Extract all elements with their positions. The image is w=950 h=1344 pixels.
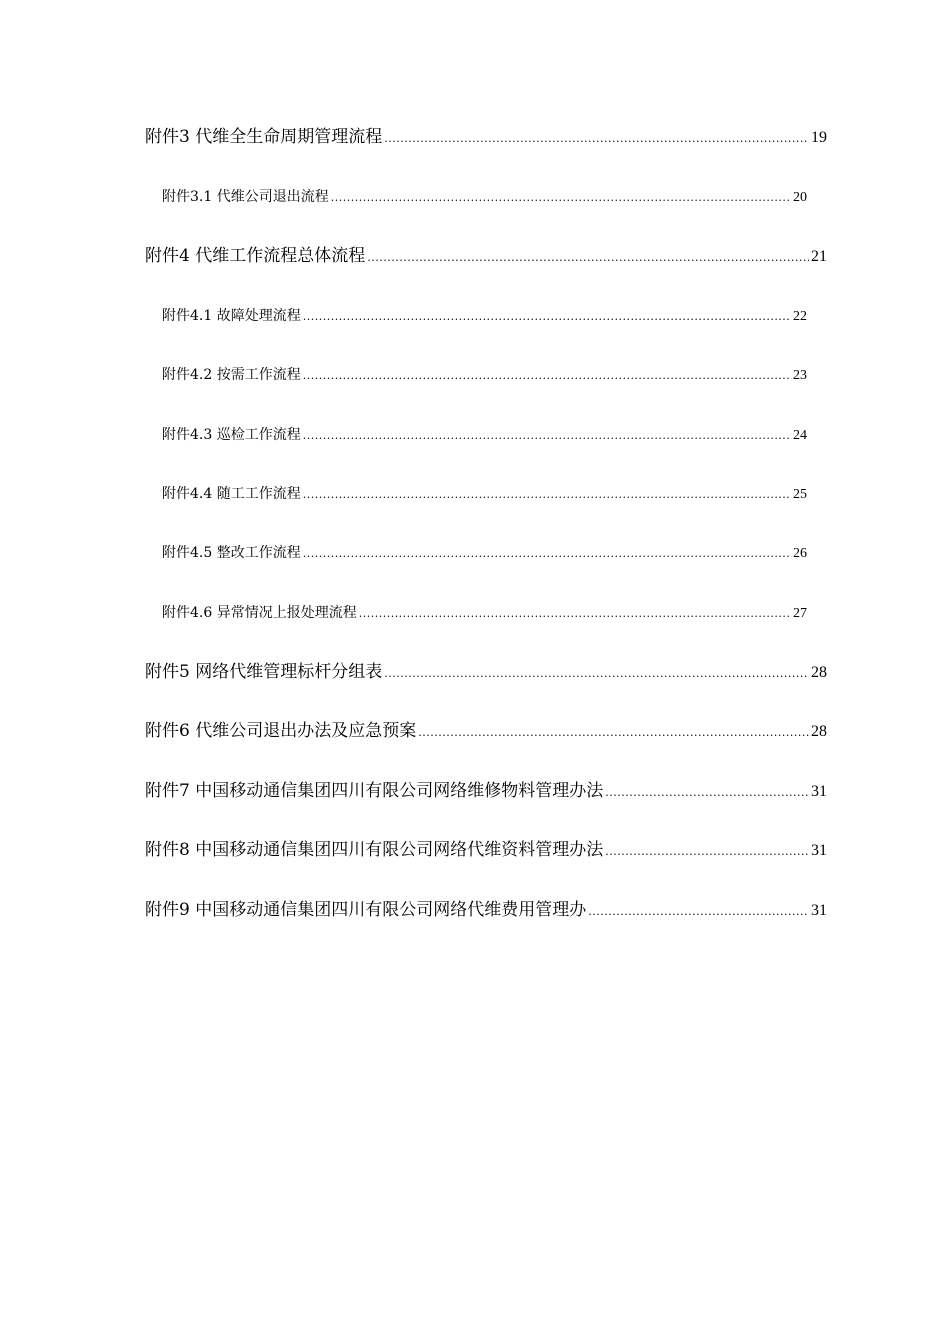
toc-entry-label: 附件7 中国移动通信集团四川有限公司网络维修物料管理办法 [145,781,604,801]
toc-entry-label: 附件4 代维工作流程总体流程 [145,246,366,266]
toc-leader-dots [588,905,809,918]
toc-entry-label: 附件8 中国移动通信集团四川有限公司网络代维资料管理办法 [145,840,604,860]
toc-page-number: 19 [811,129,827,146]
toc-entry-label: 附件4.1 故障处理流程 [162,308,301,324]
toc-leader-dots [359,607,791,620]
toc-page-number: 23 [793,368,807,383]
toc-leader-dots [605,845,809,858]
toc-entry-appendix-3-1[interactable] [162,186,807,206]
toc-entry-label: 附件4.5 整改工作流程 [162,545,301,561]
toc-page-number: 24 [793,428,807,443]
toc-entry-label: 附件5 网络代维管理标杆分组表 [145,662,383,682]
toc-entry-appendix-4-3[interactable] [162,424,807,444]
toc-page-number: 31 [811,842,827,859]
toc-entry-appendix-7[interactable] [145,776,827,801]
toc-page-number: 20 [793,190,807,205]
toc-entry-appendix-6[interactable] [145,716,827,741]
toc-entry-appendix-8[interactable] [145,835,827,860]
toc-entry-label: 附件4.6 异常情况上报处理流程 [162,605,357,621]
toc-leader-dots [303,429,791,442]
toc-entry-appendix-4[interactable] [145,241,827,266]
toc-entry-appendix-4-2[interactable] [162,364,807,384]
toc-entry-appendix-5[interactable] [145,657,827,682]
toc-entry-label: 附件4.2 按需工作流程 [162,367,301,383]
toc-page-number: 25 [793,487,807,502]
toc-leader-dots [303,369,791,382]
toc-leader-dots [605,786,809,799]
toc-entry-appendix-9[interactable] [145,895,827,920]
toc-page-number: 26 [793,546,807,561]
toc-page-number: 28 [811,664,827,681]
toc-leader-dots [384,667,809,680]
toc-page-number: 28 [811,723,827,740]
toc-leader-dots [384,132,809,145]
toc-leader-dots [418,726,809,739]
toc-entry-appendix-4-6[interactable] [162,602,807,622]
toc-entry-appendix-3[interactable] [145,122,827,147]
toc-entry-label: 附件6 代维公司退出办法及应急预案 [145,721,417,741]
toc-entry-label: 附件4.4 随工工作流程 [162,486,301,502]
toc-leader-dots [303,310,791,323]
toc-leader-dots [303,547,791,560]
toc-entry-label: 附件3.1 代维公司退出流程 [162,189,329,205]
toc-entry-appendix-4-5[interactable] [162,542,807,562]
toc-page-number: 22 [793,309,807,324]
toc-entry-appendix-4-1[interactable] [162,305,807,325]
toc-leader-dots [331,191,791,204]
toc-page-number: 27 [793,606,807,621]
toc-page-number: 31 [811,783,827,800]
toc-leader-dots [367,251,809,264]
toc-entry-label: 附件9 中国移动通信集团四川有限公司网络代维费用管理办 [145,900,587,920]
toc-entry-label: 附件3 代维全生命周期管理流程 [145,127,383,147]
toc-entry-appendix-4-4[interactable] [162,483,807,503]
toc-entry-label: 附件4.3 巡检工作流程 [162,427,301,443]
toc-leader-dots [303,488,791,501]
toc-page-number: 31 [811,902,827,919]
toc-page-number: 21 [811,248,827,265]
